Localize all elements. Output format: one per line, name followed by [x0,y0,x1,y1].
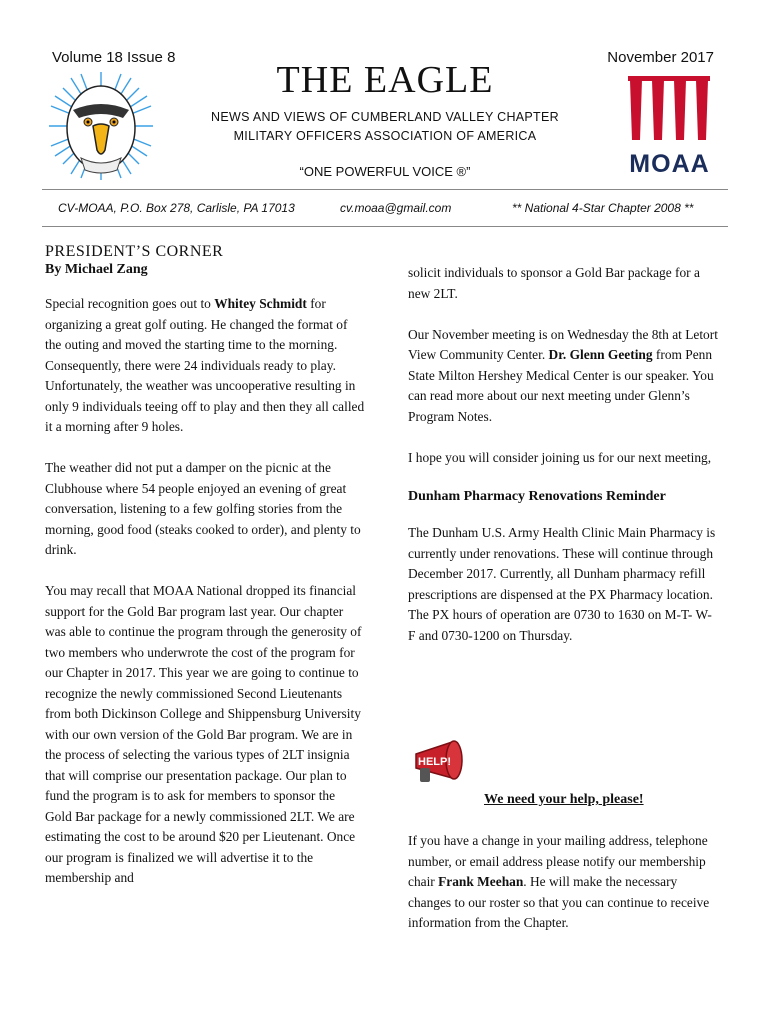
paragraph-dunham: The Dunham U.S. Army Health Clinic Main Pharmacy is currently under renovations. These will continue through December 2017. Currently, all Dunham pharmacy refill prescriptions are dispensed at the PX Pharmacy location. The PX hours of operation are 0730 to 1630 on M-T- W- F and 0730-1200 on Thursday. [408,525,716,643]
paragraph-golf: Special recognition goes out to Whitey Schmidt for organizing a great golf outing. He changed the format of the outing and moved the starting time to the morning. Consequently, there were 24 individuals ready to play. Unfortunately, the weather was uncooperative resulting in only 9 individuals teeing off to play and then they all called it a morning after 9 holes. [45,296,365,434]
issue-date: November 2017 [607,49,714,66]
divider-top [42,189,728,190]
paragraph-meeting: Our November meeting is on Wednesday the 8th at Letort View Community Center. Dr. Glenn Geeting from Penn State Milton Hershey Medical Center is our speaker. You can read more about our next meeting under Glenn’s Program Notes. [408,326,718,424]
presidents-corner [45,243,365,909]
help-heading: We need your help, please! [484,792,644,807]
name-whitey-schmidt: Whitey Schmidt [214,296,307,311]
chapter-award: ** National 4-Star Chapter 2008 ** [512,201,694,215]
moaa-logo-text: MOAA [629,150,710,178]
divider-bottom [42,226,728,227]
paragraph-gold-bar: You may recall that MOAA National dropped its financial support for the Gold Bar program last year. Our chapter was able to continue the program through the generosity of two members who underwrote the cost of the program for our Chapter in 2017. This year we are going to continue to recognize the newly commissioned Second Lieutenants from both Dickinson College and Shippensburg University with our own version of the Gold Bar program. We are in the process of selecting the various types of 2LT insignia that will comprise our presentation package. Our plan to fund the program is to ask for members to sponsor the Gold Bar package for a newly commissioned 2LT. We are estimating the cost to be around $20 per Lieutenant. Once our program is finalized we will advertise it to the membership and [45,583,362,885]
help-megaphone-text: HELP! [418,756,451,768]
help-megaphone-icon [412,738,474,788]
motto: “ONE POWERFUL VOICE ®” [299,164,471,179]
subtitle-line-2: MILITARY OFFICERS ASSOCIATION OF AMERICA [233,129,537,143]
chapter-address: CV-MOAA, P.O. Box 278, Carlisle, PA 17013 [58,201,295,215]
name-glenn-geeting: Dr. Glenn Geeting [548,347,653,362]
chapter-email[interactable]: cv.moaa@gmail.com [340,201,452,215]
paragraph-picnic: The weather did not put a damper on the picnic at the Clubhouse where 54 people enjoyed an evening of great conversation, listening to a few golfing stories from the morning, good food (steaks cooked to order), and plenty to drink. [45,460,361,557]
moaa-columns-icon [622,76,717,146]
paragraph-solicit: solicit individuals to sponsor a Gold Bar package for a new 2LT. [408,265,700,301]
dunham-heading: Dunham Pharmacy Renovations Reminder [408,488,666,504]
moaa-logo [622,76,717,176]
newsletter-title: THE EAGLE [276,59,494,101]
paragraph-joining: I hope you will consider joining us for our next meeting, [408,449,712,465]
volume-issue: Volume 18 Issue 8 [52,49,176,66]
byline: By Michael Zang [45,262,148,277]
name-frank-meehan: Frank Meehan [438,874,524,889]
paragraph-help: If you have a change in your mailing address, telephone number, or email address please notify our membership chair Frank Meehan. He will make the necessary changes to our roster so that you can continue to receive information from the Chapter. [408,833,710,930]
presidents-corner-heading: PRESIDENT’S CORNER [45,243,224,260]
right-column [408,263,720,667]
subtitle-line-1: NEWS AND VIEWS OF CUMBERLAND VALLEY CHAPTER [211,110,559,124]
